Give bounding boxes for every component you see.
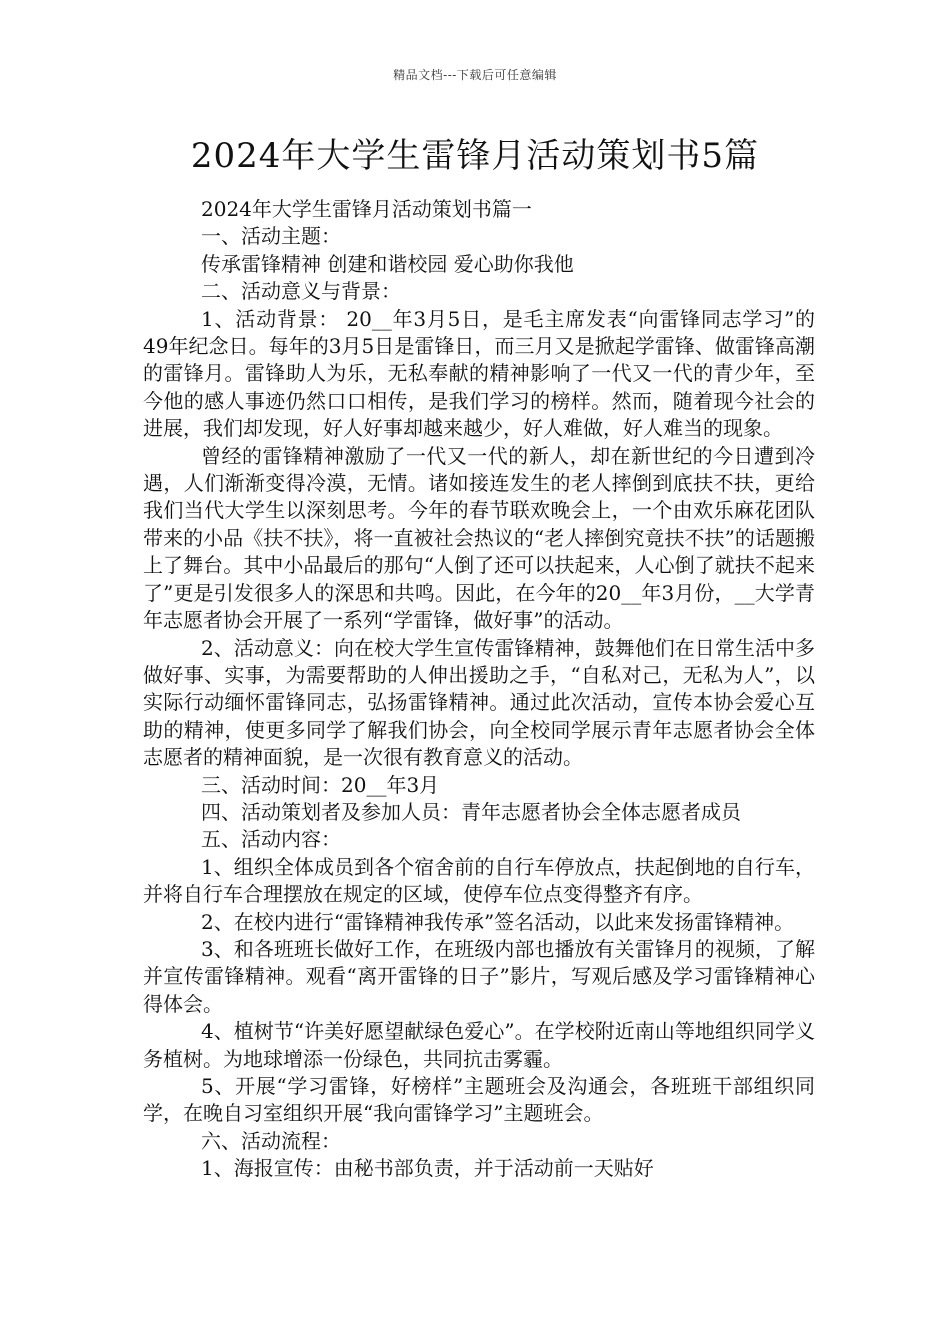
- content-item-2: 2、在校内进行“雷锋精神我传承”签名活动，以此来发扬雷锋精神。: [201, 909, 795, 934]
- paragraph-background-continued: 曾经的雷锋精神激励了一代又一代的新人，却在新世纪的今日遭到冷遇，人们渐渐变得冷漠，无情。诸如接连发生的老人摔倒到底扶不扶，更给我们当代大学生以深刻思考。今年的春节联欢晚会上，一个由欢乐麻花团队带来的小品《扶不扶》，将一直被社会热议的“老人摔倒究竟扶不扶”的话题搬上了舞台。其中小品最后的那句“人倒了还可以扶起来，人心倒了就扶不起来了”更是引发很多人的深思和共鸣。因此，在今年的20__年3月份，__大学青年志愿者协会开展了一系列“学雷锋，做好事”的活动。: [143, 443, 815, 633]
- document-title: 2024年大学生雷锋月活动策划书5篇: [190, 136, 760, 176]
- heading-significance-background: 二、活动意义与背景：: [201, 279, 401, 304]
- heading-activity-process: 六、活动流程：: [201, 1128, 341, 1153]
- header-note: 精品文档---下载后可任意编辑: [393, 68, 557, 82]
- content-item-3: 3、和各班班长做好工作，在班级内部也播放有关雷锋月的视频，了解并宣传雷锋精神。观看“离开雷锋的日子”影片，写观后感及学习雷锋精神心得体会。: [143, 936, 815, 1016]
- process-item-1: 1、海报宣传：由秘书部负责，并于活动前一天贴好: [201, 1156, 654, 1181]
- content-item-4: 4、植树节“许美好愿望献绿色爱心”。在学校附近南山等地组织同学义务植树。为地球增添一份绿色，共同抗击雾霾。: [143, 1019, 815, 1071]
- activity-theme-text: 传承雷锋精神 创建和谐校园 爱心助你我他: [201, 251, 574, 276]
- heading-activity-content: 五、活动内容：: [201, 827, 341, 852]
- heading-activity-time: 三、活动时间：20__年3月: [201, 772, 440, 797]
- document-body: [143, 196, 815, 1183]
- heading-planners-participants: 四、活动策划者及参加人员：青年志愿者协会全体志愿者成员: [201, 799, 741, 824]
- paragraph-significance: 2、活动意义：向在校大学生宣传雷锋精神，鼓舞他们在日常生活中多做好事、实事，为需要帮助的人伸出援助之手，“自私对己，无私为人”，以实际行动缅怀雷锋同志，弘扬雷锋精神。通过此次活动，宣传本协会爱心互助的精神，使更多同学了解我们协会，向全校同学展示青年志愿者协会全体志愿者的精神面貌，是一次很有教育意义的活动。: [143, 635, 815, 770]
- paragraph-background: 1、活动背景： 20__年3月5日，是毛主席发表“向雷锋同志学习”的49年纪念日。每年的3月5日是雷锋日，而三月又是掀起学雷锋、做雷锋高潮的雷锋月。雷锋助人为乐，无私奉献的精神影响了一代又一代的青少年，至今他的感人事迹仍然口口相传，是我们学习的榜样。然而，随着现今社会的进展，我们却发现，好人好事却越来越少，好人难做，好人难当的现象。: [143, 306, 815, 441]
- content-item-5: 5、开展“学习雷锋，好榜样”主题班会及沟通会，各班班干部组织同学，在晚自习室组织开展“我向雷锋学习”主题班会。: [143, 1074, 815, 1126]
- content-item-1: 1、组织全体成员到各个宿舍前的自行车停放点，扶起倒地的自行车，并将自行车合理摆放在规定的区域，使停车位点变得整齐有序。: [143, 854, 815, 907]
- heading-activity-theme: 一、活动主题：: [201, 224, 341, 249]
- section-subtitle: 2024年大学生雷锋月活动策划书篇一: [201, 197, 532, 221]
